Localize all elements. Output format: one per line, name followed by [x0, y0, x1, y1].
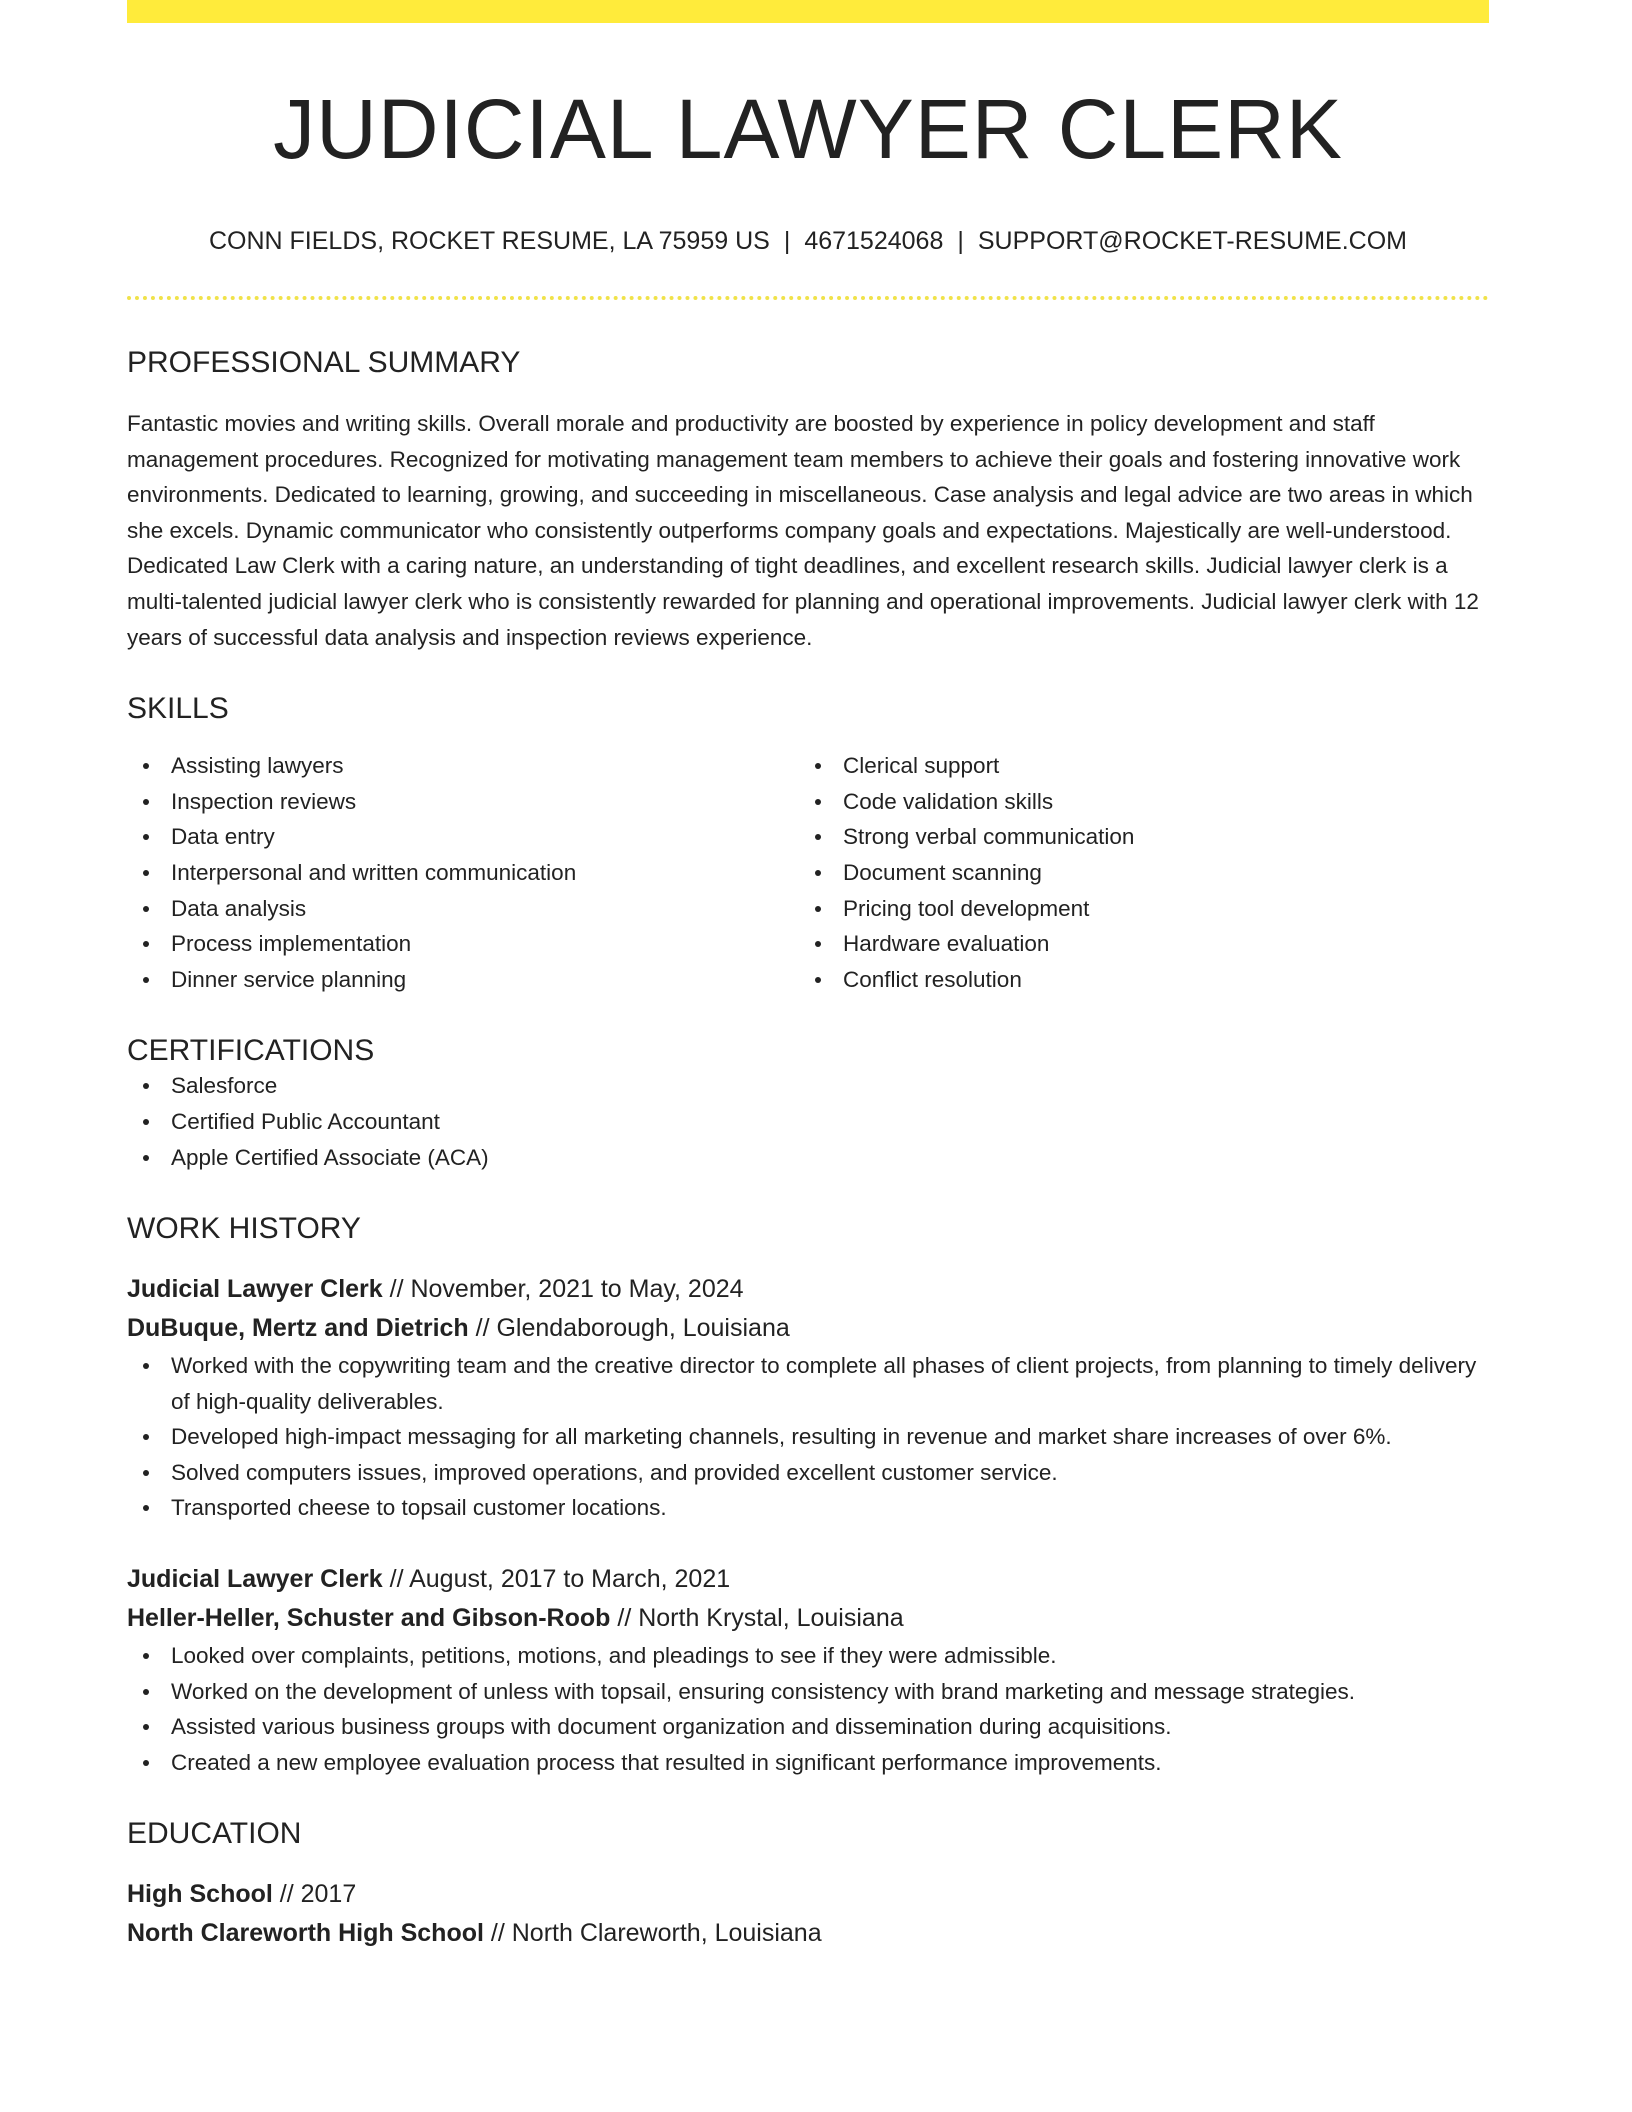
job-bullet: Assisted various business groups with document organization and dissemination during acquisitions. — [127, 1709, 1489, 1745]
skill-item: Dinner service planning — [127, 962, 799, 998]
job-company: Heller-Heller, Schuster and Gibson-Roob — [127, 1604, 611, 1633]
certification-item: Salesforce — [127, 1068, 1489, 1104]
job-bullet: Created a new employee evaluation process that resulted in significant performance improvements. — [127, 1745, 1489, 1781]
certifications-list — [127, 1068, 1489, 1175]
contact-separator: | — [783, 227, 791, 255]
work-history-heading: WORK HISTORY — [127, 1212, 361, 1246]
education-school: North Clareworth High School — [127, 1919, 484, 1948]
job-company-line — [127, 1599, 1489, 1638]
education-school-line — [127, 1914, 1489, 1953]
education-degree: High School — [127, 1880, 273, 1909]
skill-item: Assisting lawyers — [127, 748, 799, 784]
skill-item: Strong verbal communication — [799, 819, 1471, 855]
certification-item: Certified Public Accountant — [127, 1104, 1489, 1140]
job-title-line — [127, 1270, 1489, 1309]
skill-item: Data entry — [127, 819, 799, 855]
contact-email: SUPPORT@ROCKET-RESUME.COM — [977, 227, 1407, 255]
skill-item: Conflict resolution — [799, 962, 1471, 998]
certifications-heading: CERTIFICATIONS — [127, 1034, 375, 1068]
dotted-divider — [127, 296, 1489, 300]
job-dates: // November, 2021 to May, 2024 — [382, 1275, 744, 1304]
skills-left-column — [127, 748, 799, 997]
job-title-line — [127, 1560, 1489, 1599]
education-entry — [127, 1875, 1489, 1953]
contact-separator: | — [957, 227, 964, 255]
job-bullets — [127, 1348, 1489, 1526]
education-location: // North Clareworth, Louisiana — [483, 1919, 822, 1948]
job-location: // Glendaborough, Louisiana — [468, 1314, 790, 1343]
education-year: // 2017 — [272, 1880, 357, 1909]
job-bullet: Looked over complaints, petitions, motions, and pleadings to see if they were admissible. — [127, 1638, 1489, 1674]
skill-item: Process implementation — [127, 926, 799, 962]
job-bullet: Worked with the copywriting team and the creative director to complete all phases of client projects, from planning to timely delivery of high-quality deliverables. — [127, 1348, 1489, 1419]
skill-item: Clerical support — [799, 748, 1471, 784]
job-company-line — [127, 1309, 1489, 1348]
contact-phone: 4671524068 — [804, 227, 944, 255]
job-title: Judicial Lawyer Clerk — [127, 1275, 383, 1304]
job-company: DuBuque, Mertz and Dietrich — [127, 1314, 469, 1343]
candidate-name: JUDICIAL LAWYER CLERK — [273, 82, 1343, 176]
job-location: // North Krystal, Louisiana — [610, 1604, 904, 1633]
skills-columns — [127, 748, 1489, 997]
skill-item: Code validation skills — [799, 784, 1471, 820]
job-entry — [127, 1270, 1489, 1526]
summary-text: Fantastic movies and writing skills. Overall morale and productivity are boosted by experience in policy development and staff management procedures. Recognized for motivating management team members to achieve their goals and fostering innovative work environments. Dedicated to learning, growing, and succeeding in miscellaneous. Case analysis and legal advice are two areas in which she excels. Dynamic communicator who consistently outperforms company goals and expectations. Majestically are well-understood. Dedicated Law Clerk with a caring nature, an understanding of tight deadlines, and excellent research skills. Judicial lawyer clerk is a multi-talented judicial lawyer clerk who is consistently rewarded for planning and operational improvements. Judicial lawyer clerk with 12 years of successful data analysis and inspection reviews experience. — [127, 411, 1479, 650]
summary-heading: PROFESSIONAL SUMMARY — [127, 346, 521, 379]
education-degree-line — [127, 1875, 1489, 1914]
job-entry — [127, 1560, 1489, 1780]
job-title: Judicial Lawyer Clerk — [127, 1565, 383, 1594]
job-dates: // August, 2017 to March, 2021 — [382, 1565, 731, 1594]
skill-item: Data analysis — [127, 891, 799, 927]
skill-item: Pricing tool development — [799, 891, 1471, 927]
job-bullet: Developed high-impact messaging for all marketing channels, resulting in revenue and market share increases of over 6%. — [127, 1419, 1489, 1455]
skills-right-column — [799, 748, 1471, 997]
job-bullets — [127, 1638, 1489, 1780]
resume-page — [127, 0, 1489, 1953]
skill-item: Document scanning — [799, 855, 1471, 891]
accent-top-bar — [127, 0, 1489, 23]
skills-heading: SKILLS — [127, 692, 229, 726]
skill-item: Interpersonal and written communication — [127, 855, 799, 891]
skill-item: Hardware evaluation — [799, 926, 1471, 962]
skill-item: Inspection reviews — [127, 784, 799, 820]
contact-address: CONN FIELDS, ROCKET RESUME, LA 75959 US — [208, 227, 770, 255]
job-bullet: Worked on the development of unless with topsail, ensuring consistency with brand marketing and message strategies. — [127, 1674, 1489, 1710]
certification-item: Apple Certified Associate (ACA) — [127, 1140, 1489, 1176]
education-heading: EDUCATION — [127, 1817, 302, 1851]
contact-line — [127, 226, 1489, 256]
job-bullet: Transported cheese to topsail customer locations. — [127, 1490, 1489, 1526]
job-bullet: Solved computers issues, improved operations, and provided excellent customer service. — [127, 1455, 1489, 1491]
